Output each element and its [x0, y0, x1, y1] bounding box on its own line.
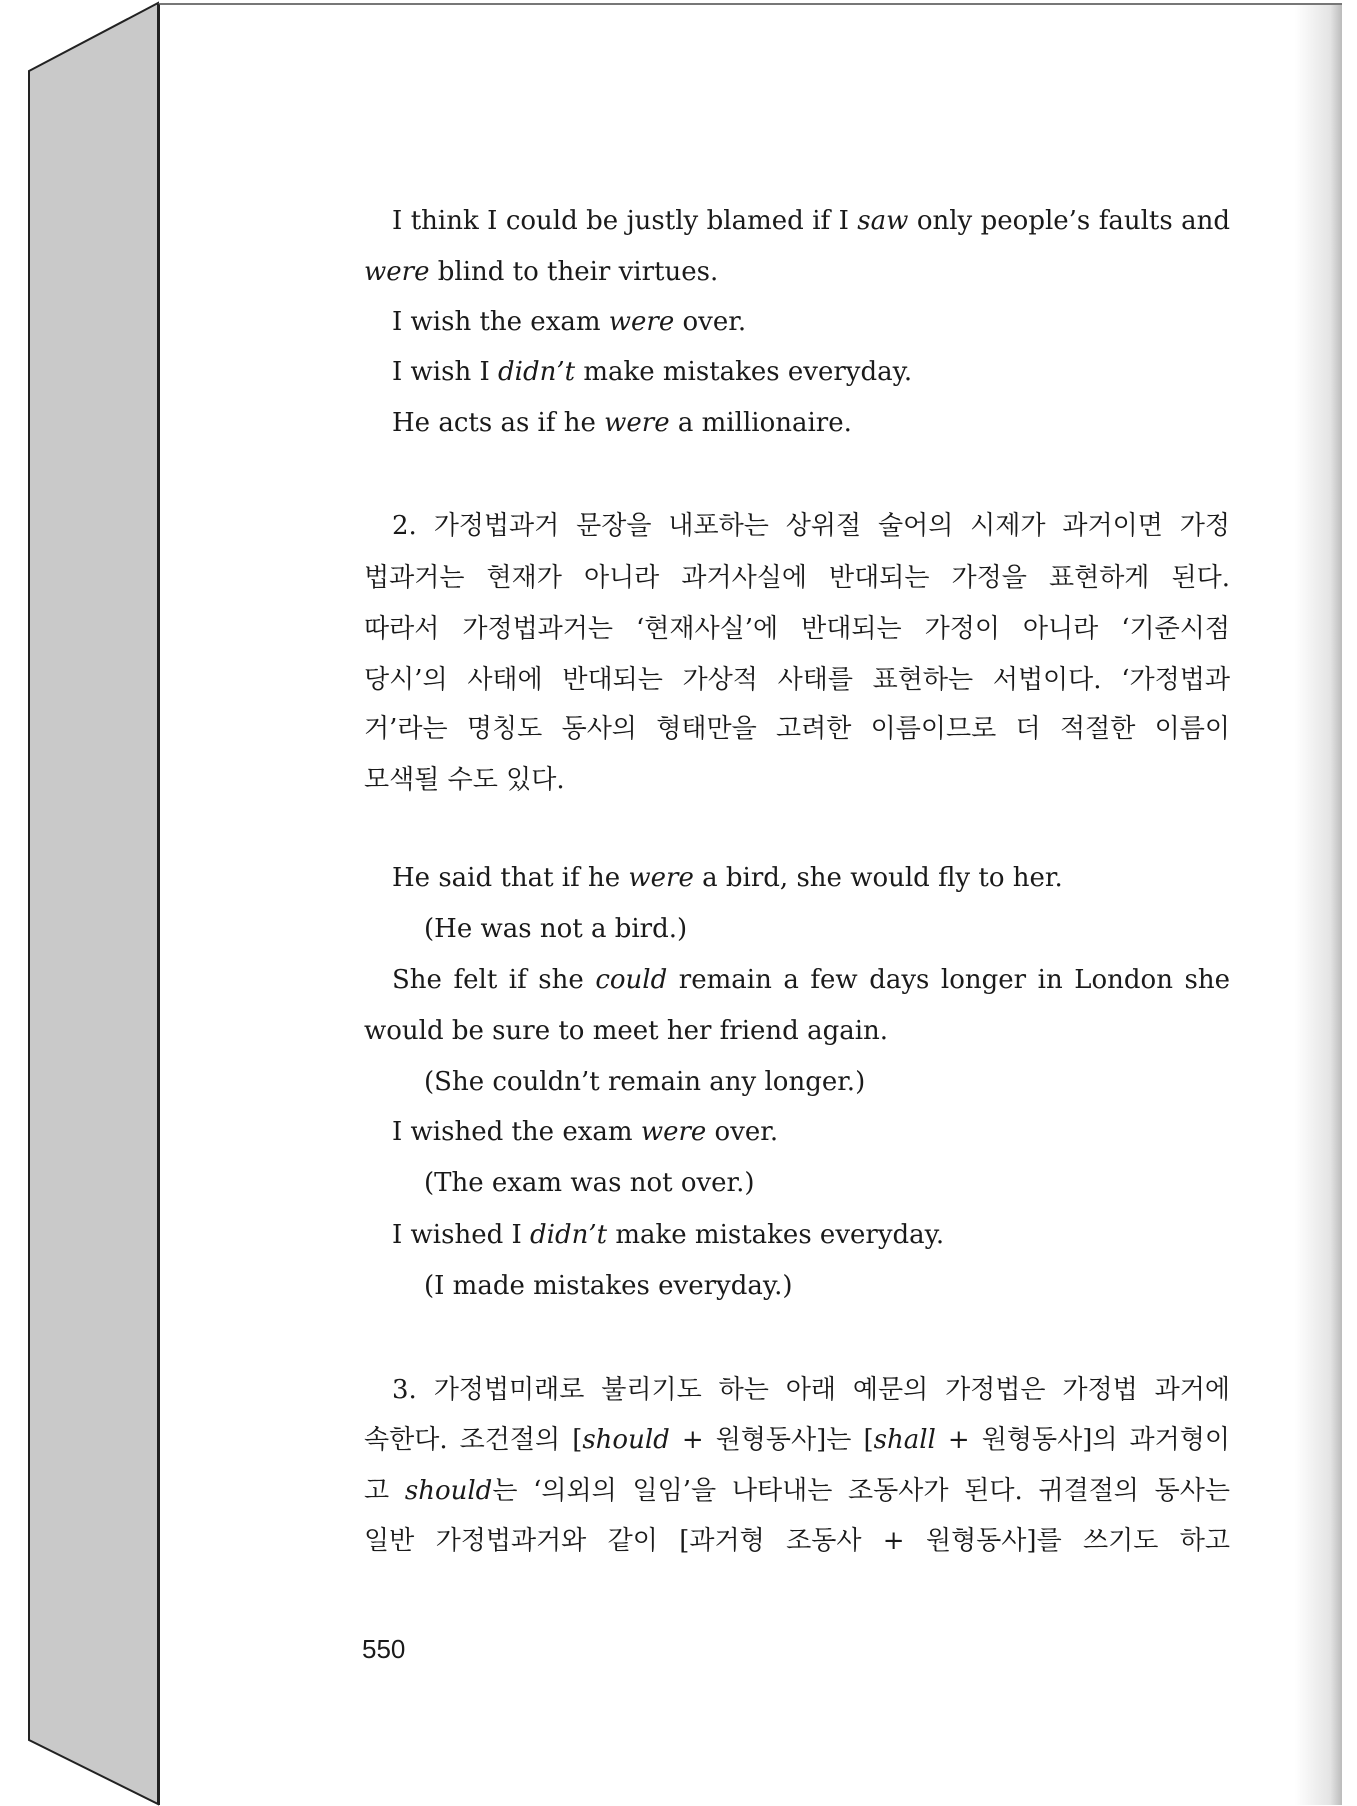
text-segment: 는 ‘의외의 일임’을 나타내는 조동사가 된다. 귀결절의 동사는	[492, 1476, 1230, 1506]
text-segment: a bird, she would fly to her.	[693, 863, 1063, 893]
text-line	[392, 305, 746, 339]
text-segment: 고	[364, 1476, 405, 1506]
text-segment: only people’s faults and	[908, 206, 1230, 236]
text-segment: 속한다. 조건절의 [	[364, 1425, 583, 1455]
text-line	[364, 712, 1230, 746]
text-line	[424, 1269, 793, 1303]
text-segment: He acts as if he	[392, 408, 605, 438]
text-line	[364, 561, 1230, 595]
text-line	[364, 763, 565, 797]
text-line	[364, 1524, 1230, 1558]
text-segment: 거’라는 명칭도 동사의 형태만을 고려한 이름이므로 더 적절한 이름이	[364, 714, 1230, 744]
text-line	[392, 509, 1230, 543]
text-segment: remain a few days longer in London she	[667, 965, 1230, 995]
italic-text: were	[604, 408, 670, 438]
text-line	[392, 861, 1063, 895]
text-segment: + 원형동사]의 과거형이	[935, 1425, 1230, 1455]
italic-text: were	[608, 307, 675, 337]
text-segment: 일반 가정법과거와 같이 [과거형 조동사 + 원형동사]를 쓰기도 하고	[364, 1526, 1230, 1556]
text-segment: blind to their virtues.	[429, 257, 719, 287]
italic-text: were	[364, 257, 430, 287]
text-line	[392, 355, 912, 389]
text-line	[424, 1166, 755, 1200]
text-segment: 따라서 가정법과거는 ‘현재사실’에 반대되는 가정이 아니라 ‘기준시점	[364, 614, 1230, 644]
text-line	[392, 1115, 778, 1149]
text-segment: She felt if she	[392, 965, 596, 995]
italic-text: should	[404, 1476, 493, 1506]
italic-text: saw	[857, 206, 909, 236]
text-line	[364, 1474, 1230, 1508]
italic-text: didn’t	[498, 357, 576, 387]
text-segment: over.	[674, 307, 747, 337]
text-segment: make mistakes everyday.	[607, 1220, 945, 1250]
italic-text: shall	[873, 1425, 936, 1455]
text-segment: 3. 가정법미래로 불리기도 하는 아래 예문의 가정법은 가정법 과거에	[392, 1375, 1230, 1405]
italic-text: were	[640, 1117, 707, 1147]
text-segment: (The exam was not over.)	[424, 1168, 755, 1198]
text-line	[392, 1373, 1230, 1407]
text-segment: make mistakes everyday.	[575, 357, 913, 387]
text-segment: I wish I	[392, 357, 498, 387]
text-line	[364, 1423, 1230, 1457]
text-segment: I wish the exam	[392, 307, 609, 337]
text-line	[364, 255, 718, 289]
text-line	[392, 406, 852, 440]
text-segment: 당시’의 사태에 반대되는 가상적 사태를 표현하는 서법이다. ‘가정법과	[364, 665, 1230, 695]
italic-text: should	[582, 1425, 670, 1455]
text-segment: 법과거는 현재가 아니라 과거사실에 반대되는 가정을 표현하게 된다.	[364, 563, 1230, 593]
text-line	[424, 1065, 865, 1099]
text-line	[392, 204, 1230, 238]
text-line	[364, 612, 1230, 646]
text-segment: (She couldn’t remain any longer.)	[424, 1067, 866, 1097]
text-line	[364, 1014, 888, 1048]
italic-text: didn’t	[530, 1220, 608, 1250]
text-segment: I wished the exam	[392, 1117, 641, 1147]
text-segment: 모색될 수도 있다.	[364, 765, 565, 795]
text-segment: + 원형동사]는 [	[669, 1425, 874, 1455]
text-segment: would be sure to meet her friend again.	[364, 1016, 889, 1046]
page-number: 550	[362, 1634, 406, 1664]
italic-text: could	[595, 965, 668, 995]
text-line	[424, 912, 687, 946]
text-line	[364, 663, 1230, 697]
text-segment: I think I could be justly blamed if I	[392, 206, 858, 236]
text-segment: I wished I	[392, 1220, 531, 1250]
text-line	[392, 1218, 944, 1252]
book-spine	[0, 0, 170, 1806]
text-segment: He said that if he	[392, 863, 629, 893]
italic-text: were	[628, 863, 694, 893]
text-segment: (He was not a bird.)	[424, 914, 688, 944]
text-segment: 2. 가정법과거 문장을 내포하는 상위절 술어의 시제가 과거이면 가정	[392, 511, 1230, 541]
text-segment: a millionaire.	[669, 408, 852, 438]
text-segment: (I made mistakes everyday.)	[424, 1271, 793, 1301]
text-line	[392, 963, 1230, 997]
text-segment: over.	[706, 1117, 779, 1147]
